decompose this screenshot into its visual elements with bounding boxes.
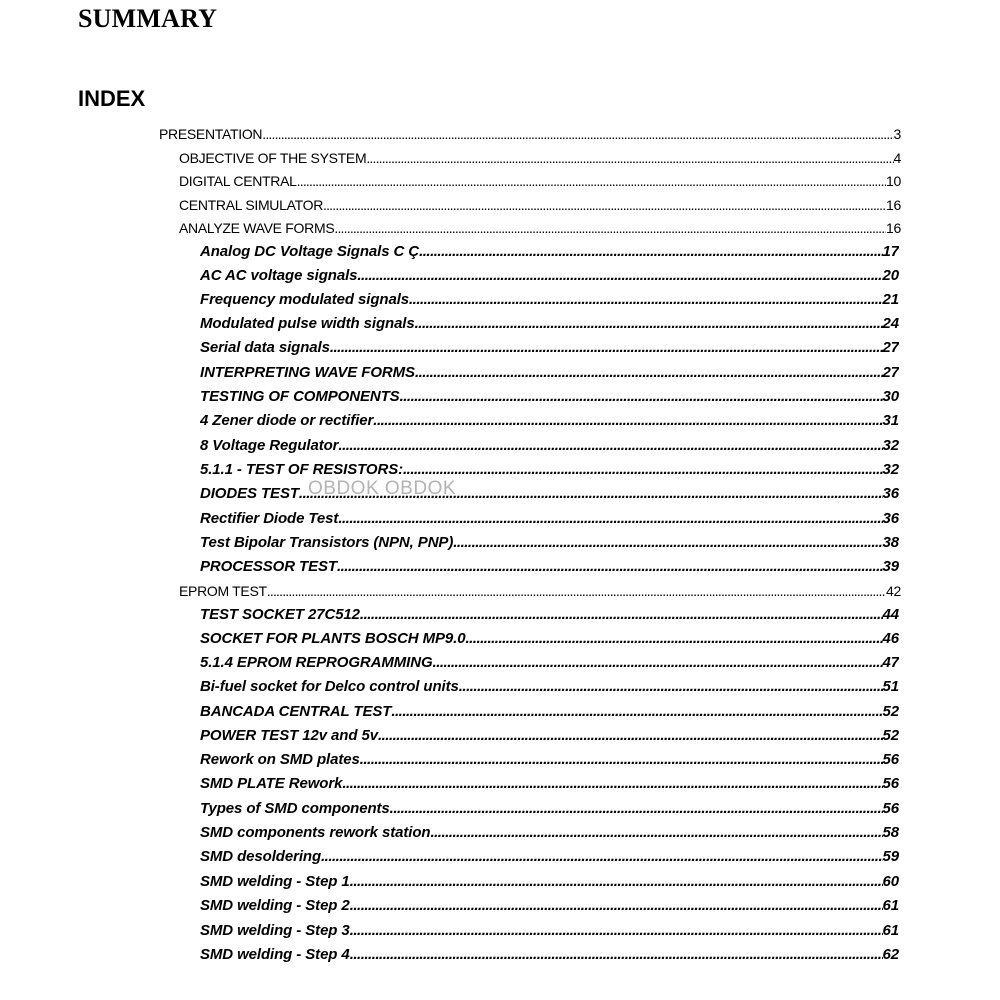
toc-entry-page-number: 24	[882, 315, 899, 332]
toc-entry[interactable]	[200, 775, 899, 792]
toc-entry-page-number: 36	[882, 485, 899, 502]
toc-dot-leader	[342, 775, 882, 792]
toc-entry-label: DIGITAL CENTRAL	[179, 173, 297, 189]
toc-entry-label: Rectifier Diode Test	[200, 510, 339, 527]
toc-entry-page-number: 21	[882, 291, 899, 308]
toc-dot-leader	[334, 220, 886, 236]
toc-entry-page-number: 17	[882, 243, 899, 260]
toc-dot-leader	[338, 437, 882, 454]
toc-dot-leader	[433, 654, 883, 671]
toc-entry[interactable]	[200, 267, 899, 284]
toc-dot-leader	[262, 126, 893, 142]
toc-entry-label: EPROM TEST	[179, 583, 267, 599]
toc-entry[interactable]	[200, 848, 899, 865]
toc-entry-page-number: 60	[882, 873, 899, 890]
toc-entry[interactable]	[200, 291, 899, 308]
toc-entry[interactable]	[200, 485, 899, 502]
toc-dot-leader	[267, 583, 886, 599]
toc-dot-leader	[297, 173, 886, 189]
toc-entry[interactable]	[200, 243, 899, 260]
toc-entry-page-number: 3	[893, 126, 901, 142]
toc-entry[interactable]	[200, 703, 899, 720]
toc-entry-page-number: 46	[882, 630, 899, 647]
toc-entry[interactable]	[179, 150, 901, 166]
toc-dot-leader	[350, 897, 883, 914]
toc-entry-label: SOCKET FOR PLANTS BOSCH MP9.0	[200, 630, 466, 647]
toc-entry-label: SMD PLATE Rework	[200, 775, 343, 792]
toc-entry[interactable]	[200, 315, 899, 332]
toc-entry[interactable]	[200, 946, 899, 963]
toc-entry[interactable]	[200, 824, 899, 841]
toc-dot-leader	[415, 364, 883, 381]
toc-entry-page-number: 30	[882, 388, 899, 405]
toc-entry-page-number: 16	[886, 197, 901, 213]
toc-dot-leader	[453, 534, 882, 551]
toc-dot-leader	[323, 197, 886, 213]
toc-entry[interactable]	[200, 727, 899, 744]
index-title: INDEX	[78, 86, 146, 111]
toc-dot-leader	[430, 824, 882, 841]
toc-entry[interactable]	[159, 126, 901, 142]
toc-entry[interactable]	[200, 558, 899, 575]
toc-entry-label: DIODES TEST	[200, 485, 299, 502]
toc-dot-leader	[366, 150, 893, 166]
toc-entry-label: INTERPRETING WAVE FORMS	[200, 364, 415, 381]
toc-entry-label: SMD components rework station	[200, 824, 431, 841]
toc-entry-label: 5.1.1 - TEST OF RESISTORS:	[200, 461, 403, 478]
toc-entry[interactable]	[200, 437, 899, 454]
toc-dot-leader	[415, 315, 883, 332]
toc-entry-label: Bi-fuel socket for Delco control units	[200, 678, 459, 695]
toc-entry[interactable]	[200, 800, 899, 817]
toc-entry-label: Modulated pulse width signals	[200, 315, 415, 332]
toc-entry-page-number: 51	[882, 678, 899, 695]
toc-entry-page-number: 4	[893, 150, 901, 166]
toc-entry-label: Test Bipolar Transistors (NPN, PNP)	[200, 534, 454, 551]
toc-entry-page-number: 61	[882, 897, 899, 914]
toc-entry-label: SMD welding - Step 3	[200, 922, 350, 939]
toc-dot-leader	[400, 388, 883, 405]
toc-entry[interactable]	[200, 388, 899, 405]
toc-entry-label: ANALYZE WAVE FORMS	[179, 220, 335, 236]
toc-dot-leader	[338, 510, 882, 527]
toc-entry-label: SMD welding - Step 2	[200, 897, 350, 914]
toc-entry-label: CENTRAL SIMULATOR	[179, 197, 323, 213]
toc-dot-leader	[378, 727, 883, 744]
toc-entry-page-number: 59	[882, 848, 899, 865]
toc-entry[interactable]	[200, 654, 899, 671]
toc-dot-leader	[409, 291, 882, 308]
toc-dot-leader	[419, 243, 882, 260]
toc-entry-page-number: 27	[882, 339, 899, 356]
toc-entry-label: Analog DC Voltage Signals C Ç	[200, 243, 420, 260]
toc-entry-page-number: 42	[886, 583, 901, 599]
toc-entry-label: Rework on SMD plates	[200, 751, 360, 768]
watermark: OBDOK OBDOK	[308, 478, 457, 499]
toc-entry-page-number: 10	[886, 173, 901, 189]
toc-entry-page-number: 16	[886, 220, 901, 236]
toc-dot-leader	[373, 412, 882, 429]
toc-dot-leader	[357, 267, 882, 284]
toc-entry-page-number: 56	[882, 800, 899, 817]
toc-entry-label: POWER TEST 12v and 5v	[200, 727, 378, 744]
toc-entry-label: 8 Voltage Regulator	[200, 437, 339, 454]
toc-entry-page-number: 62	[882, 946, 899, 963]
toc-entry[interactable]	[179, 220, 901, 236]
toc-entry-page-number: 52	[882, 727, 899, 744]
toc-dot-leader	[390, 800, 883, 817]
toc-entry[interactable]	[179, 197, 901, 213]
toc-entry-page-number: 20	[882, 267, 899, 284]
toc-dot-leader	[330, 339, 883, 356]
toc-entry-label: AC AC voltage signals	[200, 267, 358, 284]
toc-dot-leader	[299, 485, 883, 502]
toc-entry[interactable]	[179, 173, 901, 189]
toc-entry-label: SMD welding - Step 1	[200, 873, 350, 890]
toc-entry[interactable]	[200, 606, 899, 623]
toc-entry-page-number: 56	[882, 775, 899, 792]
toc-entry-label: Types of SMD components	[200, 800, 390, 817]
toc-entry-page-number: 47	[882, 654, 899, 671]
toc-entry[interactable]	[200, 873, 899, 890]
toc-entry-page-number: 52	[882, 703, 899, 720]
toc-entry[interactable]	[200, 630, 899, 647]
toc-dot-leader	[350, 873, 883, 890]
toc-dot-leader	[321, 848, 882, 865]
toc-dot-leader	[403, 461, 883, 478]
summary-title: SUMMARY	[78, 4, 218, 33]
toc-dot-leader	[360, 606, 883, 623]
toc-entry-page-number: 27	[882, 364, 899, 381]
toc-entry-page-number: 44	[882, 606, 899, 623]
toc-entry-page-number: 36	[882, 510, 899, 527]
toc-entry[interactable]	[200, 510, 899, 527]
toc-dot-leader	[350, 946, 883, 963]
toc-entry[interactable]	[200, 922, 899, 939]
toc-entry-label: SMD welding - Step 4	[200, 946, 350, 963]
toc-dot-leader	[391, 703, 882, 720]
toc-entry-page-number: 58	[882, 824, 899, 841]
toc-dot-leader	[337, 558, 883, 575]
toc-entry[interactable]	[200, 751, 899, 768]
toc-entry[interactable]	[200, 678, 899, 695]
toc-dot-leader	[459, 678, 883, 695]
toc-entry-label: Frequency modulated signals	[200, 291, 410, 308]
toc-entry-label: TESTING OF COMPONENTS	[200, 388, 400, 405]
toc-entry-label: TEST SOCKET 27C512	[200, 606, 360, 623]
toc-entry[interactable]	[200, 339, 899, 356]
toc-entry[interactable]	[200, 412, 899, 429]
toc-entry-page-number: 38	[882, 534, 899, 551]
toc-entry[interactable]	[200, 461, 899, 478]
toc-entry-label: 5.1.4 EPROM REPROGRAMMING	[200, 654, 433, 671]
toc-entry-label: BANCADA CENTRAL TEST	[200, 703, 392, 720]
toc-entry-label: Serial data signals	[200, 339, 330, 356]
toc-entry[interactable]	[200, 534, 899, 551]
toc-entry[interactable]	[200, 364, 899, 381]
toc-entry-page-number: 32	[882, 461, 899, 478]
toc-entry-page-number: 32	[882, 437, 899, 454]
toc-entry-label: PRESENTATION	[159, 126, 263, 142]
toc-entry-label: 4 Zener diode or rectifier	[200, 412, 374, 429]
toc-entry-page-number: 31	[882, 412, 899, 429]
toc-entry-label: OBJECTIVE OF THE SYSTEM	[179, 150, 367, 166]
toc-entry-label: PROCESSOR TEST	[200, 558, 337, 575]
toc-entry-label: SMD desoldering	[200, 848, 322, 865]
toc-entry-page-number: 39	[882, 558, 899, 575]
toc-dot-leader	[465, 630, 882, 647]
toc-entry-page-number: 61	[882, 922, 899, 939]
toc-entry-page-number: 56	[882, 751, 899, 768]
toc-entry[interactable]	[179, 583, 901, 599]
toc-entry[interactable]	[200, 897, 899, 914]
toc-dot-leader	[360, 751, 883, 768]
toc-dot-leader	[350, 922, 883, 939]
